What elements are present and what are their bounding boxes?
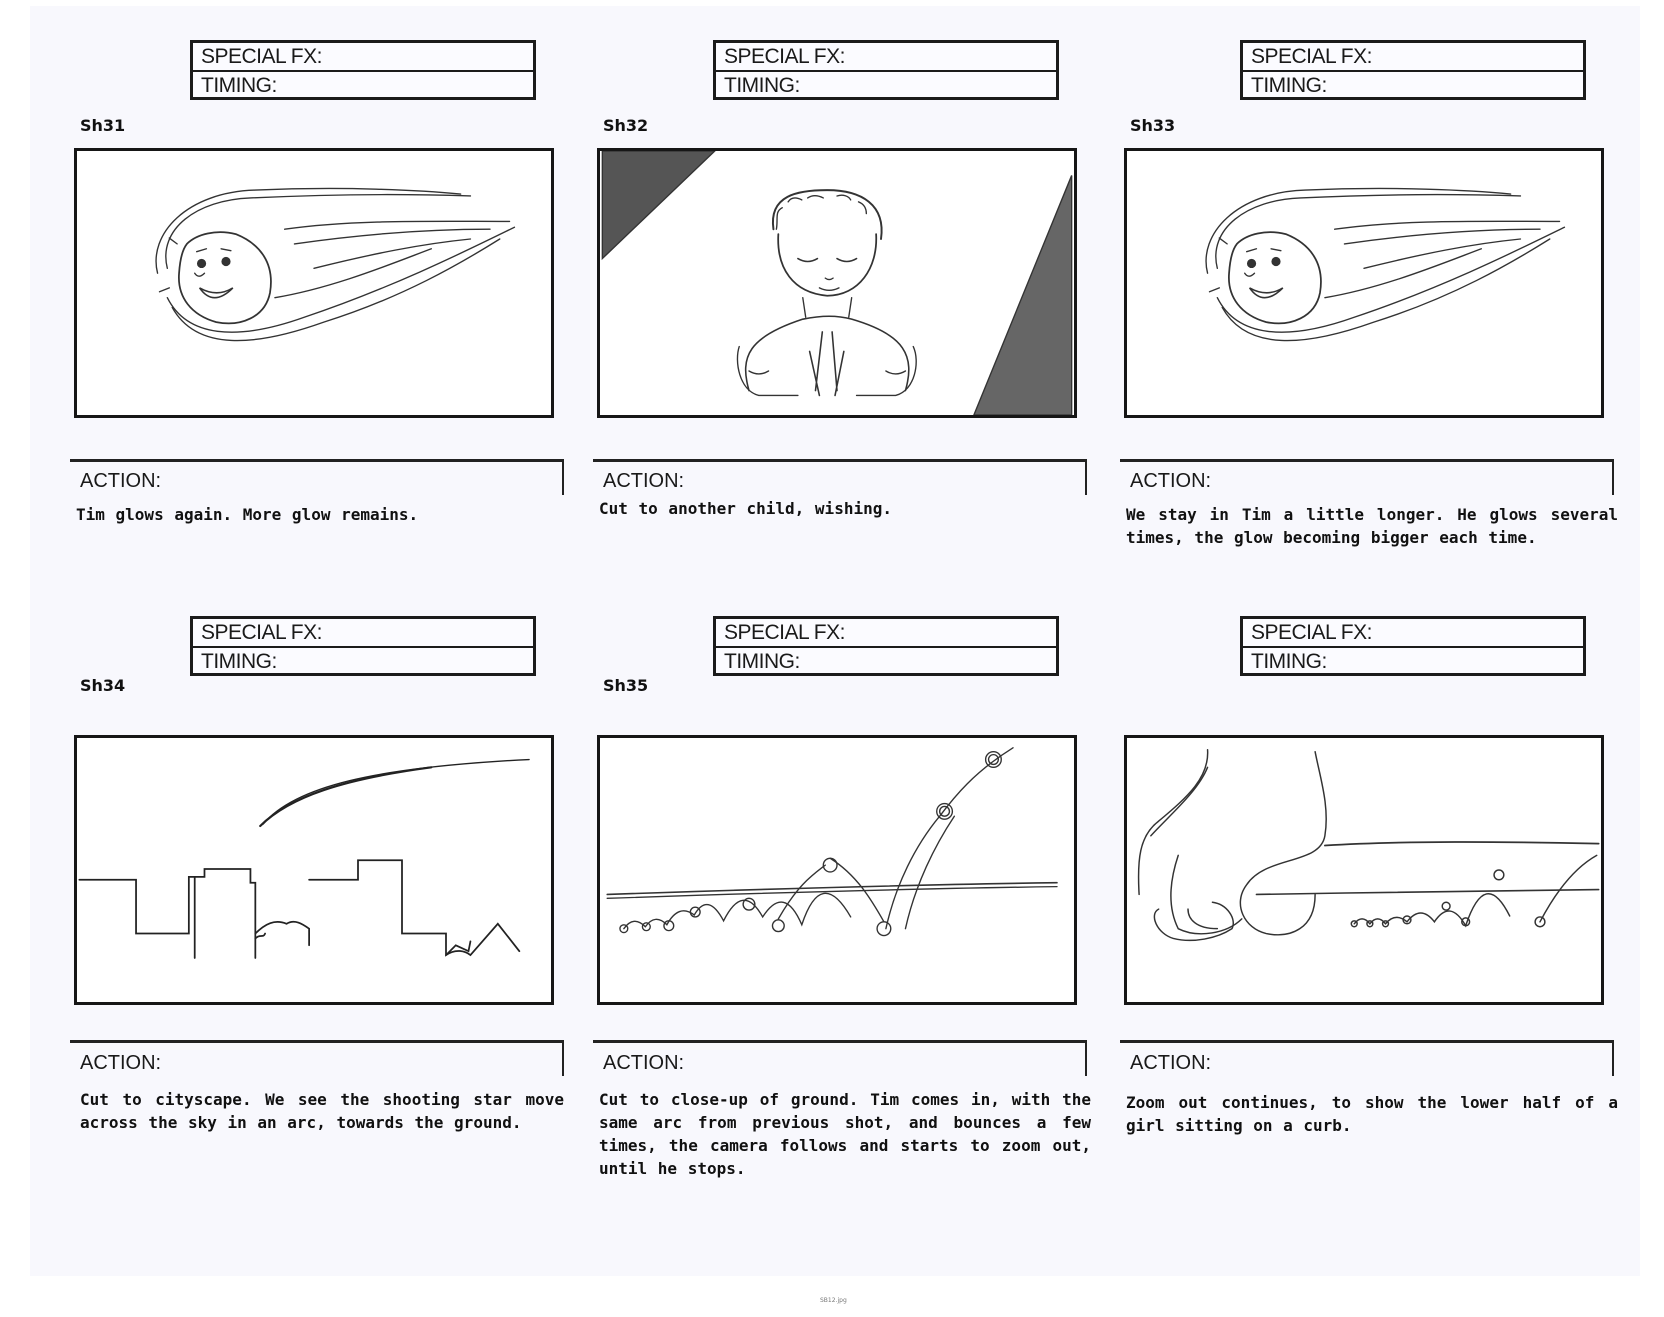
special-fx-label: SPECIAL FX: — [193, 43, 533, 72]
panel-frame — [74, 735, 554, 1005]
panel-frame — [1124, 735, 1604, 1005]
special-fx-label: SPECIAL FX: — [193, 619, 533, 648]
action-label: ACTION: — [1130, 470, 1212, 492]
special-fx-label: SPECIAL FX: — [1243, 43, 1583, 72]
shot-number: Sh33 — [1130, 116, 1176, 135]
action-text: We stay in Tim a little longer. He glows several times, the glow becoming bigger each time. — [1126, 505, 1618, 547]
bouncing-star-sketch — [600, 738, 1074, 1002]
girl-legs-curb-sketch — [1127, 738, 1601, 1002]
storyboard-sheet — [30, 6, 1640, 1276]
panel-frame — [1124, 148, 1604, 418]
special-fx-timing-box — [1240, 616, 1586, 676]
storyboard-panel — [1120, 582, 1640, 1142]
action-text: Cut to another child, wishing. — [599, 499, 892, 518]
shot-number: Sh32 — [603, 116, 649, 135]
cityscape-shooting-star-sketch — [77, 738, 551, 1002]
special-fx-label: SPECIAL FX: — [716, 619, 1056, 648]
timing-label: TIMING: — [724, 650, 800, 673]
action-label: ACTION: — [80, 470, 162, 492]
panel-frame — [597, 148, 1077, 418]
timing-label: TIMING: — [201, 74, 277, 97]
comet-character-sketch — [1127, 151, 1601, 415]
action-label: ACTION: — [603, 1052, 685, 1074]
action-label: ACTION: — [1130, 1052, 1212, 1074]
timing-label: TIMING: — [1251, 650, 1327, 673]
storyboard-panel — [1120, 6, 1640, 566]
file-name: SB12.jpg — [820, 1297, 847, 1304]
special-fx-timing-box — [190, 616, 536, 676]
special-fx-timing-box — [1240, 40, 1586, 100]
timing-label: TIMING: — [201, 650, 277, 673]
shot-number: Sh31 — [80, 116, 126, 135]
special-fx-timing-box — [190, 40, 536, 100]
action-text: Tim glows again. More glow remains. — [76, 505, 419, 524]
comet-character-sketch — [77, 151, 551, 415]
shot-number: Sh34 — [80, 676, 126, 695]
action-text: Cut to close-up of ground. Tim comes in, with the same arc from previous shot, and bounces a few times, the camera follows and starts to zoom out, until he stops. — [599, 1090, 1091, 1178]
shot-number: Sh35 — [603, 676, 649, 695]
praying-child-sketch — [600, 151, 1074, 415]
special-fx-label: SPECIAL FX: — [716, 43, 1056, 72]
action-text: Cut to cityscape. We see the shooting star move across the sky in an arc, towards the ground. — [80, 1090, 564, 1132]
action-text: Zoom out continues, to show the lower half of a girl sitting on a curb. — [1126, 1093, 1618, 1135]
storyboard-panel — [70, 6, 590, 566]
special-fx-timing-box — [713, 40, 1059, 100]
action-label: ACTION: — [80, 1052, 162, 1074]
action-label: ACTION: — [603, 470, 685, 492]
storyboard-panel — [70, 582, 590, 1142]
storyboard-panel — [593, 582, 1113, 1178]
timing-label: TIMING: — [724, 74, 800, 97]
timing-label: TIMING: — [1251, 74, 1327, 97]
panel-frame — [74, 148, 554, 418]
storyboard-panel — [593, 6, 1113, 566]
special-fx-label: SPECIAL FX: — [1243, 619, 1583, 648]
panel-frame — [597, 735, 1077, 1005]
special-fx-timing-box — [713, 616, 1059, 676]
